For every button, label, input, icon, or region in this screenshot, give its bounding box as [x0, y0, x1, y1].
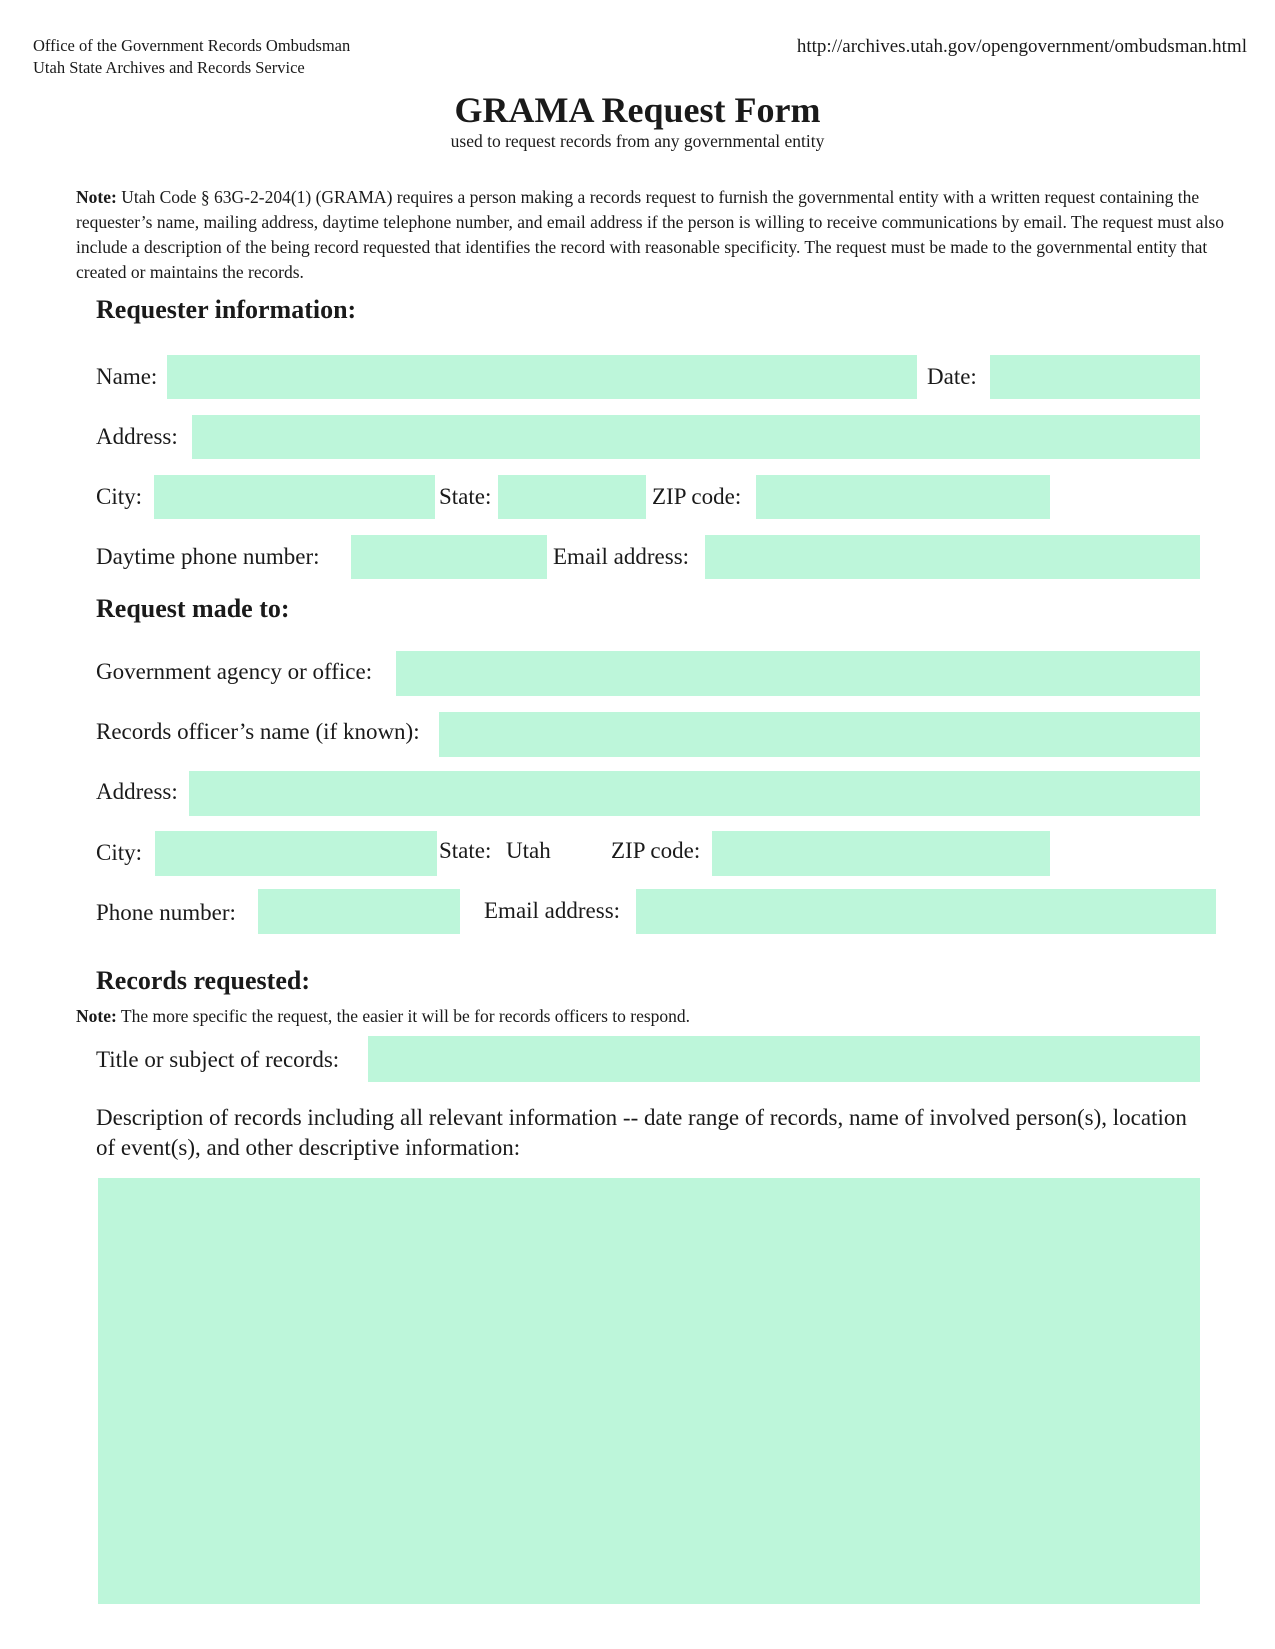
agency-address-label: Address:	[96, 779, 178, 804]
header-url[interactable]: http://archives.utah.gov/opengovernment/ombudsman.html	[796, 36, 1247, 57]
intro-note-text: Utah Code § 63G-2-204(1) (GRAMA) requires a person making a records request to furnish the governmental entity with a written request containing the requester’s name, mailing address, daytime telephone number, and email address if the person is willing to receive communications by email. The request must also include a description of the being record requested that identifies the record with reasonable specificity. The request must be made to the governmental entity that created or maintains the records.	[76, 187, 1224, 282]
requester-email-label: Email address:	[553, 544, 690, 569]
records-note-text: The more specific the request, the easier it will be for records officers to respond.	[120, 1006, 691, 1026]
requester-date-field[interactable]	[990, 355, 1200, 399]
requester-city-label: City:	[96, 484, 143, 509]
requester-phone-field[interactable]	[351, 535, 547, 579]
requester-state-label: State:	[439, 484, 492, 509]
requester-heading: Requester information:	[96, 295, 357, 324]
intro-note-label: Note:	[76, 187, 117, 207]
agency-zip-label: ZIP code:	[611, 838, 701, 863]
records-heading: Records requested:	[96, 966, 310, 995]
officer-field[interactable]	[439, 712, 1200, 757]
requester-email-field[interactable]	[705, 535, 1200, 579]
records-description-label: Description of records including all relevant information -- date range of records, name of involved person(s), location of event(s), and other descriptive information:	[96, 1105, 1187, 1160]
agency-state-value: Utah	[506, 838, 551, 863]
request-to-heading: Request made to:	[96, 594, 290, 623]
requester-city-field[interactable]	[154, 475, 435, 519]
agency-email-label: Email address:	[484, 898, 621, 923]
agency-city-label: City:	[96, 840, 143, 865]
archives-name: Utah State Archives and Records Service	[33, 58, 305, 77]
records-title-field[interactable]	[368, 1036, 1200, 1082]
agency-label: Government agency or office:	[96, 659, 373, 684]
records-description-field[interactable]	[98, 1178, 1200, 1604]
intro-note	[76, 185, 1226, 285]
records-note	[76, 1006, 690, 1027]
records-note-label: Note:	[76, 1006, 117, 1026]
requester-phone-label: Daytime phone number:	[96, 544, 320, 569]
requester-address-label: Address:	[96, 424, 178, 449]
requester-date-label: Date:	[927, 364, 977, 389]
requester-name-label: Name:	[96, 364, 158, 389]
agency-address-field[interactable]	[189, 771, 1200, 816]
form-subtitle: used to request records from any governmental entity	[450, 131, 825, 151]
agency-phone-field[interactable]	[258, 889, 460, 934]
agency-field[interactable]	[396, 651, 1200, 696]
agency-state-label: State:	[439, 838, 492, 863]
agency-email-field[interactable]	[636, 889, 1216, 934]
requester-zip-field[interactable]	[756, 475, 1050, 519]
agency-phone-label: Phone number:	[96, 900, 236, 925]
records-title-label: Title or subject of records:	[96, 1047, 340, 1072]
form-title: GRAMA Request Form	[454, 90, 821, 130]
officer-label: Records officer’s name (if known):	[96, 719, 420, 744]
requester-state-field[interactable]	[498, 475, 646, 519]
agency-zip-field[interactable]	[712, 831, 1050, 876]
requester-zip-label: ZIP code:	[652, 484, 742, 509]
requester-name-field[interactable]	[167, 355, 917, 399]
office-name: Office of the Government Records Ombudsman	[33, 36, 351, 55]
requester-address-field[interactable]	[192, 415, 1200, 459]
agency-city-field[interactable]	[155, 831, 437, 876]
